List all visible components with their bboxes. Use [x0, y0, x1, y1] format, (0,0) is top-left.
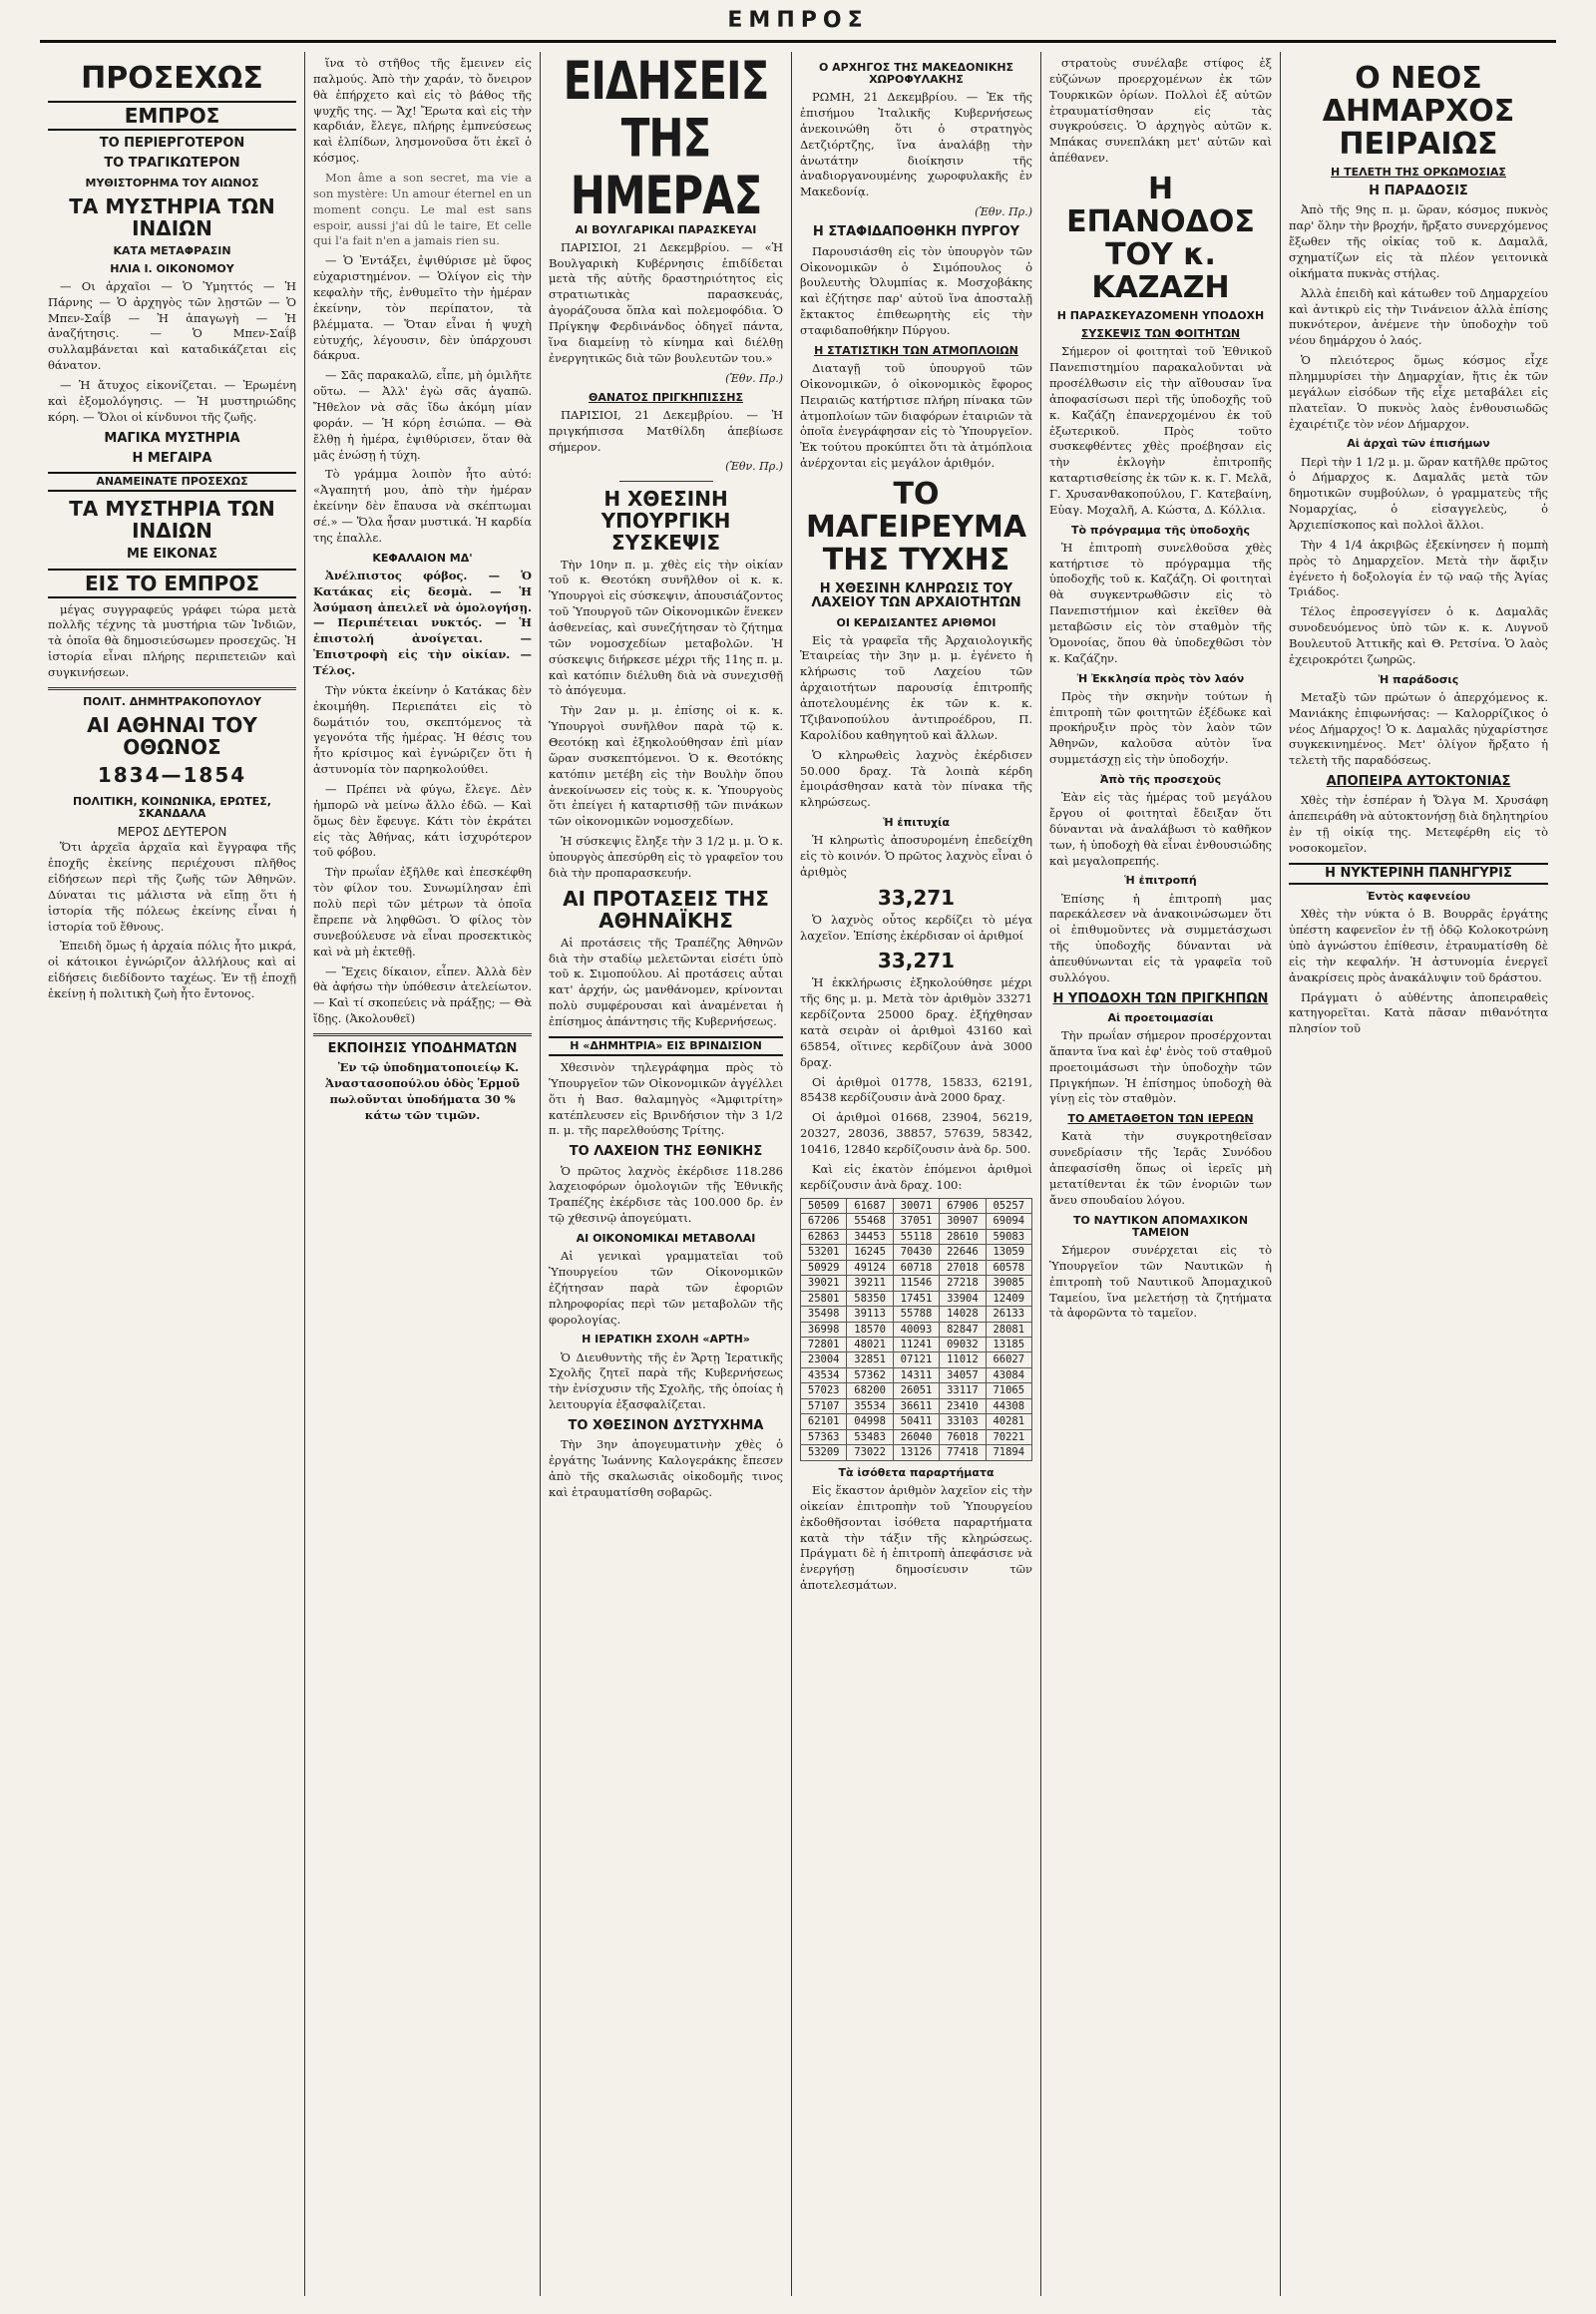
- newspaper-columns: [40, 52, 1556, 2296]
- table-cell: 13059: [986, 1245, 1031, 1260]
- lottery-table: [800, 1198, 1032, 1461]
- winning-number: 33,271: [877, 885, 956, 910]
- article-subheadline: Η ΠΑΡΑΣΚΕΥΑΖΟΜΕΝΗ ΥΠΟΔΟΧΗ: [1056, 309, 1265, 323]
- table-cell: 13185: [986, 1338, 1031, 1352]
- advert-paper-name: ΕΙΣ ΤΟ ΕΜΠΡΟΣ: [48, 569, 296, 598]
- serial-translation: ΚΑΤΑ ΜΕΤΑΦΡΑΣΙΝ: [113, 243, 231, 257]
- table-cell: 36611: [893, 1398, 939, 1413]
- article-headline: Η ΙΕΡΑΤΙΚΗ ΣΧΟΛΗ «ΑΡΤΗ»: [582, 1333, 750, 1347]
- paragraph: Τὴν 2αν μ. μ. ἐπίσης οἱ κ. κ. Ὑπουργοὶ συνῆλθον παρὰ τῷ κ. Θεοτόκῃ καὶ ἐξηκολούθησαν ἐπὶ μίαν ὥραν συσκεπτόμενοι. Ὁ κ. Θεοτόκης κατόπιν μετέβη εἰς τὴν Βουλὴν ὅπου ἀνεκοίνωσεν εἰς τοὺς κ. κ. Ὑπουργοὺς ὅτι ἐπείγει ἡ καταρτισθῇ τῶν πινάκων τῶν οἰκονομικῶν νομοσχεδίων.: [549, 703, 783, 829]
- paragraph: — Πρέπει νὰ φύγω, ἔλεγε. Δὲν ἠμπορῶ νὰ μείνω ἄλλο ἐδῶ. — Καὶ ὅμως δὲν ἔφευγε. Κάτι τὸν ἐκράτει εἰς τὰς Ἀθήνας, κάτι ἰσχυρότερον τοῦ φόβου.: [313, 782, 532, 860]
- paragraph: Αἱ προτάσεις τῆς Τραπέζης Ἀθηνῶν διὰ τὴν σταδίῳ μελετῶνται εἰσέτι ὑπὸ τοῦ κ. Σιμοπούλου. Αἱ προτάσεις αὗται κατ' ἀρχήν, ὡς μανθάνομεν, κρίνονται πολὺ συμφέρουσαι καὶ ἀναμένεται ἡ ἐπίσημος ἀπάντησις τῆς Κυβερνήσεως.: [549, 935, 783, 1029]
- paragraph: ΠΑΡΙΣΙΟΙ, 21 Δεκεμβρίου. — Ἡ πριγκήπισσα Ματθίλδη ἀπεβίωσε σήμερον.: [549, 407, 783, 454]
- table-row: [801, 1338, 1032, 1352]
- table-cell: 43084: [986, 1367, 1031, 1382]
- table-cell: 30907: [940, 1214, 986, 1229]
- chapter-summary: Ἀνέλπιστος φόβος. — Ὁ Κατάκας εἰς δεσμὰ. — Ἡ Ἀσύμαση ἀπειλεῖ νὰ ὁμολογήσῃ. — Περιπέτειαι νυκτός. — Ἡ ἐπιστολή ἀνοίγεται. — Ἐπιστροφὴ εἰς τὴν οἰκίαν. — Τέλος.: [313, 568, 532, 678]
- column-6: [1281, 52, 1556, 2296]
- article-headline: ΑΙ ΠΡΟΤΑΣΕΙΣ ΤΗΣ ΑΘΗΝΑΪΚΗΣ: [563, 886, 769, 933]
- paragraph: Ὅτι ἀρχεῖα ἀρχαῖα καὶ ἔγγραφα τῆς ἐποχῆς ἐκείνης περιέχουσι πλῆθος εἰδήσεων περὶ τῆς ζωῆς τῶν Ἀθηνῶν. Δύναται τις μάλιστα νὰ εἴπῃ ὅτι ἡ ἱστορία τῆς πόλεως ἐκείνης εἶναι ἡ ἱστορία τοῦ ἔθνους.: [48, 840, 296, 934]
- table-cell: 28610: [940, 1229, 986, 1244]
- paragraph: μέγας συγγραφεύς γράφει τώρα μετὰ πολλῆς τέχνης τὰ μυστήρια τῶν Ἰνδιῶν, τὰ ὁποῖα θὰ δημοσιεύσωμεν προσεχῶς. Ἡ ἱστορία εἶναι πλήρης περιπετειῶν καὶ συγκινήσεων.: [48, 601, 296, 680]
- paragraph: Οἱ ἀριθμοὶ 01668, 23904, 56219, 20327, 28036, 38857, 57639, 58342, 10416, 12840 κερδίζουσιν ἀνὰ δρ. 500.: [800, 1110, 1032, 1157]
- subsection-heading: Αἱ προετοιμασίαι: [1107, 1010, 1214, 1024]
- table-cell: 14028: [940, 1307, 986, 1322]
- table-cell: 55468: [847, 1214, 893, 1229]
- table-cell: 33117: [940, 1383, 986, 1398]
- paragraph: Ἡ ἐκκλήρωσις ἐξηκολούθησε μέχρι τῆς 6ης μ. μ. Μετὰ τὸν ἀριθμὸν 33271 κερδίζοντα 25000 δραχ. ἐξήχθησαν κατὰ σειρὰν οἱ ἀριθμοὶ 43160 καὶ 65854, οἵτινες κερδίζουν ἀνὰ 3000 δραχ.: [800, 975, 1032, 1069]
- table-cell: 07121: [893, 1352, 939, 1367]
- table-row: [801, 1383, 1032, 1398]
- column-3: [541, 52, 792, 2296]
- paragraph: ΠΑΡΙΣΙΟΙ, 21 Δεκεμβρίου. — «Ἡ Βουλγαρικὴ Κυβέρνησις ἐπιδίδεται μετὰ τῆς αὐτῆς δραστηριότητος εἰς στρατιωτικὰς παρασκευάς, ἀγοράζουσα ὅπλα καὶ πολεμοφόδια. Ὁ Πρίγκηψ Φερδινάνδος ὁδηγεῖ πάντα, ἵνα διαμείνῃ τὸ κίνημα καὶ διέλθῃ ἐνεργητικῶς διὰ τῶν βουλευτῶν του.»: [549, 239, 783, 365]
- table-row: [801, 1307, 1032, 1322]
- table-cell: 34453: [847, 1229, 893, 1244]
- divider: [48, 687, 296, 690]
- subsection-heading: Τὸ πρόγραμμα τῆς ὑποδοχῆς: [1071, 523, 1250, 537]
- table-cell: 50509: [801, 1198, 847, 1213]
- serial-translator: ΗΛΙΑ Ι. ΟΙΚΟΝΟΜΟΥ: [110, 261, 234, 275]
- table-cell: 48021: [847, 1338, 893, 1352]
- paragraph: Αἱ γενικαὶ γραμματεῖαι τοῦ Ὑπουργείου τῶν Οἰκονομικῶν ἐζήτησαν παρὰ τῶν ἐφοριῶν πληροφορίας περὶ τῶν μεταβολῶν τῆς φορολογίας.: [549, 1249, 783, 1327]
- paragraph: Τέλος ἐπροσεγγίσεν ὁ κ. Δαμαλᾶς συνοδευόμενος ὑπὸ τῶν κ. κ. Λυγνοῦ Βουλευτοῦ Ἀττικῆς καὶ Θ. Ρετσίνα. Ὁ λαὸς ἐχειροκρότει ζωηρῶς.: [1289, 604, 1548, 666]
- table-cell: 71894: [986, 1445, 1031, 1460]
- serial-title: ΤΑ ΜΥΣΤΗΡΙΑ ΤΩΝ ΙΝΔΙΩΝ: [69, 193, 275, 240]
- table-row: [801, 1398, 1032, 1413]
- table-cell: 67906: [940, 1198, 986, 1213]
- advert-subheading: ΜΥΘΙΣΤΟΡΗΜΑ ΤΟΥ ΑΙΩΝΟΣ: [85, 176, 259, 190]
- source-credit: (Ἐθν. Πρ.): [725, 460, 783, 474]
- table-cell: 33103: [940, 1414, 986, 1429]
- paragraph: Τὴν 4 1/4 ἀκριβῶς ἐξεκίνησεν ἡ πομπὴ πρὸς τὸ Δημαρχεῖον. Μετὰ τὴν ἄφιξιν ἐγένετο ἡ δοξολογία ἐν τῷ ναῷ τῆς Ἁγίας Τριάδος.: [1289, 537, 1548, 599]
- table-cell: 11546: [893, 1276, 939, 1291]
- table-cell: 28081: [986, 1322, 1031, 1337]
- table-cell: 62101: [801, 1414, 847, 1429]
- table-cell: 82847: [940, 1322, 986, 1337]
- table-row: [801, 1276, 1032, 1291]
- advert-heading: ΠΡΟΣΕΧΩΣ: [81, 61, 263, 96]
- subsection-heading: Ἡ ἐπιτροπή: [1124, 874, 1197, 888]
- article-headline: Η ΝΥΚΤΕΡΙΝΗ ΠΑΝΗΓΥΡΙΣ: [1289, 863, 1548, 885]
- paragraph: Ὁ κληρωθεὶς λαχνὸς ἐκέρδισεν 50.000 δραχ. Τὰ λοιπὰ κέρδη ἐμοιράσθησαν κατὰ τὸν πίνακα τῆς κληρώσεως.: [800, 747, 1032, 810]
- masthead: ΕΜΠΡΟΣ: [727, 8, 869, 33]
- advert-subheading: ΤΟ ΤΡΑΓΙΚΩΤΕΡΟΝ: [104, 156, 240, 172]
- article-headline: Ο ΑΡΧΗΓΟΣ ΤΗΣ ΜΑΚΕΔΟΝΙΚΗΣ ΧΩΡΟΦΥΛΑΚΗΣ: [818, 61, 1014, 87]
- table-cell: 55788: [893, 1307, 939, 1322]
- table-cell: 12409: [986, 1291, 1031, 1306]
- table-cell: 70430: [893, 1245, 939, 1260]
- subsection-heading: Ἡ Ἐκκλησία πρὸς τὸν λαόν: [1076, 671, 1245, 685]
- table-cell: 57363: [801, 1429, 847, 1444]
- paragraph: Μεταξὺ τῶν πρώτων ὁ ἀπερχόμενος κ. Μανιάκης ἐπιφωνήσας: — Καλορρίζικος ὁ νέος Δήμαρχος! Ὁ κ. Δαμαλᾶς ηὐχαρίστησε συγκεκινημένος. Μετ' ὀλίγον ἤρξατο ἡ τελετὴ τῆς παραδόσεως.: [1289, 689, 1548, 768]
- column-1: [40, 52, 305, 2296]
- table-cell: 57107: [801, 1398, 847, 1413]
- serial-subtitle: ΜΕ ΕΙΚΟΝΑΣ: [126, 547, 217, 563]
- column-2: [305, 52, 541, 2296]
- paragraph: Παρουσιάσθη εἰς τὸν ὑπουργὸν τῶν Οἰκονομικῶν ὁ Σιμόπουλος ὁ βουλευτὴς Ὀλυμπίας κ. Μοσχοβάκης καὶ ἐζήτησε παρ' αὐτοῦ ἵνα ἀποσταλῇ ἔκτακτος ἐπιθεωρητὴς εἰς τὴν σταφιδαποθήκην Πύργου.: [800, 243, 1032, 337]
- article-headline: ΑΠΟΠΕΙΡΑ ΑΥΤΟΚΤΟΝΙΑΣ: [1326, 774, 1511, 790]
- table-row: [801, 1352, 1032, 1367]
- column-4: [792, 52, 1041, 2296]
- table-cell: 49124: [847, 1260, 893, 1275]
- advert-paper-name: ΕΜΠΡΟΣ: [48, 101, 296, 131]
- subsection-heading: Ἐντὸς καφενείου: [1366, 890, 1471, 904]
- paragraph: Κατὰ τὴν συγκροτηθεῖσαν συνεδρίασιν τῆς Ἱερᾶς Συνόδου ἀπεφασίσθη ὅπως οἱ ἱερεῖς μὴ μετατίθενται ἐκ τῶν ἐνοριῶν των ἄνευ σπουδαίου λόγου.: [1049, 1129, 1272, 1207]
- article-headline: Η ΣΤΑΤΙΣΤΙΚΗ ΤΩΝ ΑΤΜΟΠΛΟΙΩΝ: [814, 343, 1018, 357]
- table-cell: 40093: [893, 1322, 939, 1337]
- paragraph: Χθὲς τὴν ἑσπέραν ἡ Ὄλγα Μ. Χρυσάφη ἀπεπειράθη νὰ αὐτοκτονήσῃ διὰ δηλητηρίου ἐν τῇ οἰκίᾳ της. Μετεφέρθη εἰς τὸ νοσοκομεῖον.: [1289, 793, 1548, 855]
- table-cell: 39211: [847, 1276, 893, 1291]
- table-cell: 39021: [801, 1276, 847, 1291]
- table-cell: 69094: [986, 1214, 1031, 1229]
- table-cell: 44308: [986, 1398, 1031, 1413]
- article-headline: Η ΧΘΕΣΙΝΗ ΥΠΟΥΡΓΙΚΗ ΣΥΣΚΕΨΙΣ: [600, 486, 731, 555]
- table-cell: 35534: [847, 1398, 893, 1413]
- table-cell: 57362: [847, 1367, 893, 1382]
- paragraph: Διαταγῇ τοῦ ὑπουργοῦ τῶν Οἰκονομικῶν, ὁ οἰκονομικὸς ἔφορος Πειραιῶς κατήρτισε πλήρη πίνακα τῶν ἀτμοπλοίων τῶν διαφόρων ἑταιριῶν τὰ ὁποῖα ἐνεγράφησαν εἰς τὸ Ὑπουργεῖον. Ἐκ τούτου προκύπτει ὅτι τὰ ἀτμόπλοια ἀνέρχονται εἰς μεγάλον ἀριθμόν.: [800, 360, 1032, 471]
- table-cell: 72801: [801, 1338, 847, 1352]
- paragraph: Χθεσινὸν τηλεγράφημα πρὸς τὸ Ὑπουργεῖον τῶν Οἰκονομικῶν ἀγγέλλει ὅτι ἡ Βασ. θαλαμηγὸς «Ἀμφιτρίτη» κατέπλευσεν εἰς Βρινδήσιον τὴν 3 1/2 π. μ. τῆς παρελθούσης Τρίτης.: [549, 1059, 783, 1138]
- table-cell: 73022: [847, 1445, 893, 1460]
- advert-subheading: ΜΑΓΙΚΑ ΜΥΣΤΗΡΙΑ: [104, 430, 240, 446]
- paragraph: Εἰς ἕκαστον ἀριθμὸν λαχεῖον εἰς τὴν οἰκείαν ἐπιτροπὴν τοῦ Ὑπουργείου ἐκδοθῆσονται ἰσόθετα παραρτήματα κατὰ τὴν τάξιν τῆς κληρώσεως. Πράγματι δὲ ἡ ἐπιτροπὴ ἀπεφάσισε νὰ ἐνεργήσῃ δημοσίευσιν τῶν ἀποτελεσμάτων.: [800, 1482, 1032, 1593]
- table-cell: 76018: [940, 1429, 986, 1444]
- advert-notice: ΑΝΑΜΕΙΝΑΤΕ ΠΡΟΣΕΧΩΣ: [48, 472, 296, 492]
- table-cell: 62863: [801, 1229, 847, 1244]
- table-cell: 70221: [986, 1429, 1031, 1444]
- paragraph: Ἐπειδὴ ὅμως ἡ ἀρχαία πόλις ἦτο μικρά, οἱ κάτοικοι ἐγνώριζον ἀλλήλους καὶ αἱ εἰδήσεις διεδίδοντο ταχέως. Ἐν τῇ ἐποχῇ ἐκείνῃ ἡ πολιτικὴ ζωὴ ἦτο ἔντονος.: [48, 939, 296, 1001]
- paragraph: Εἰς τὰ γραφεῖα τῆς Ἀρχαιολογικῆς Ἑταιρείας τὴν 3ην μ. μ. ἐγένετο ἡ κλήρωσις τοῦ Λαχείου τῶν ἀρχαιοτήτων παρουσίᾳ ἐπιτροπῆς ἀποτελουμένης ἐκ τῶν κ. κ. Τζιβανοπούλου ἀντιπροέδρου, Π. Καρολίδου καθηγητοῦ καὶ ἄλλων.: [800, 632, 1032, 742]
- paragraph: Ἐὰν εἰς τὰς ἡμέρας τοῦ μεγάλου ἔργου οἱ φοιτηταὶ ἔδειξαν ὅτι δύνανται νὰ ἀναλάβωσι τὸ καθῆκον των, ἡ ὑποδοχὴ θὰ εἶναι ἐνθουσιώδης καὶ μεγαλοπρεπής.: [1049, 790, 1272, 868]
- paragraph: Πρὸς τὴν σκηνὴν τούτων ἡ ἐπιτροπὴ τῶν φοιτητῶν ἐξέδωκε καὶ προκήρυξιν πρὸς τὸν λαὸν τῶν Ἀθηνῶν, καλοῦσα αὐτὸν ἵνα συμμετάσχῃ εἰς τὴν ὑποδοχήν.: [1049, 688, 1272, 767]
- paragraph: Καὶ εἰς ἑκατὸν ἑπόμενοι ἀριθμοὶ κερδίζουσιν ἀνὰ δραχ. 100:: [800, 1161, 1032, 1192]
- table-row: [801, 1291, 1032, 1306]
- table-cell: 23410: [940, 1398, 986, 1413]
- table-cell: 50929: [801, 1260, 847, 1275]
- paragraph: Ὁ πλειότερος ὅμως κόσμος εἶχε πλημμυρίσει τὴν Δημαρχίαν, ἥτις ἐκ τῶν μεγάλων εἰσόδων τῆς εἶχε μεταβάλει εἰς πλατεῖαν. Ὁ πυκνὸς λαὸς ἐνθουσιωδῶς ἐχαιρέτιζε τὸν νέον Δήμαρχον.: [1289, 353, 1548, 431]
- serial-years: 1834—1854: [97, 762, 247, 787]
- source-credit: (Ἐθν. Πρ.): [725, 371, 783, 385]
- table-row: [801, 1367, 1032, 1382]
- table-cell: 05257: [986, 1198, 1031, 1213]
- serial-title: ΑΙ ΑΘΗΝΑΙ ΤΟΥ ΟΘΩΝΟΣ: [87, 712, 257, 759]
- table-row: [801, 1322, 1032, 1337]
- table-cell: 55118: [893, 1229, 939, 1244]
- chapter-heading: ΚΕΦΑΛΑΙΟΝ ΜΔ': [372, 551, 473, 565]
- table-cell: 22646: [940, 1245, 986, 1260]
- table-row: [801, 1229, 1032, 1244]
- table-cell: 17451: [893, 1291, 939, 1306]
- paragraph: ἵνα τὸ στῆθος τῆς ἔμεινεν εἰς παλμούς. Ἀπὸ τὴν χαράν, τὸ ὄνειρον θὰ ἐπήρχετο καὶ εἰς τὸ βάθος τῆς ψυχῆς της. — Ἄχ! Ἔρωτα καὶ εἰς τὴν καρδιάν, ἔλεγε, πλήρης ἐμπνεύσεως καὶ ἐλπίδων, λησμονοῦσα ὅτι ἐκεῖ ὁ κόσμος.: [313, 56, 532, 166]
- article-headline: ΤΟ ΑΜΕΤΑΘΕΤΟΝ ΤΩΝ ΙΕΡΕΩΝ: [1067, 1112, 1254, 1126]
- table-cell: 27218: [940, 1276, 986, 1291]
- article-headline: ΤΟ ΛΑΧΕΙΟΝ ΤΗΣ ΕΘΝΙΚΗΣ: [569, 1144, 763, 1160]
- article-headline: ΘΑΝΑΤΟΣ ΠΡΙΓΚΗΠΙΣΣΗΣ: [589, 390, 743, 404]
- table-cell: 53209: [801, 1445, 847, 1460]
- article-headline: Η ΥΠΟΔΟΧΗ ΤΩΝ ΠΡΙΓΚΗΠΩΝ: [1052, 990, 1269, 1006]
- table-cell: 14311: [893, 1367, 939, 1382]
- masthead-rule: [40, 40, 1556, 43]
- table-cell: 13126: [893, 1445, 939, 1460]
- table-cell: 26133: [986, 1307, 1031, 1322]
- paragraph: Σήμερον συνέρχεται εἰς τὸ Ὑπουργεῖον τῶν Ναυτικῶν ἡ ἐπιτροπὴ τοῦ Ναυτικοῦ Ἀπομαχικοῦ Ταμείου, ἵνα μελετήσῃ τὰ ζητήματα τὰ ἀφορῶντα τὸ ταμεῖον.: [1049, 1242, 1272, 1321]
- subsection-heading: Τὰ ἰσόθετα παραρτήματα: [838, 1465, 995, 1479]
- paragraph: Τὴν πρωΐαν σήμερον προσέρχονται ἅπαντα ἵνα καὶ ἐφ' ἑνὸς τοῦ σταθμοῦ προετοιμάσωσι τὴν ὑποδοχὴν τῶν Πριγκήπων. Ἡ ἐπίσημος ὑποδοχὴ θὰ γίνῃ εἰς τὸν σταθμὸν.: [1049, 1028, 1272, 1106]
- article-subheadline: Η ΧΘΕΣΙΝΗ ΚΛΗΡΩΣΙΣ ΤΟΥ ΛΑΧΕΙΟΥ ΤΩΝ ΑΡΧΑΙΟΤΗΤΩΝ: [811, 580, 1021, 611]
- paragraph: Ὁ λαχνὸς οὗτος κερδίζει τὸ μέγα λαχεῖον. Ἐπίσης ἐκέρδισαν οἱ ἀριθμοί: [800, 912, 1032, 943]
- paragraph: Χθὲς τὴν νύκτα ὁ Β. Βουρρᾶς ἐργάτης ὑπέστη καφενεῖον ἐν τῇ ὁδῷ Κολοκοτρώνη ὑπὸ ἀγνώστου ἐπίθεσιν, ἐτραυματίσθη δὲ εἰς τὴν κεφαλήν. Ἡ ἀστυνομία ἐνεργεῖ ἀνακρίσεις πρὸς ἀνακάλυψιν τοῦ δράστου.: [1289, 907, 1548, 984]
- paragraph: Ὁ πρῶτος λαχνὸς ἐκέρδισε 118.286 λαχειοφόρων ὁμολογιῶν τῆς Ἐθνικῆς Τραπέζης ἐκέρδισε τὰς 100.000 δρ. ἐν τῷ χθεσινῷ ἀπογεύματι.: [549, 1163, 783, 1226]
- paragraph: — Σᾶς παρακαλῶ, εἶπε, μὴ ὁμιλῆτε οὕτω. — Ἀλλ' ἐγὼ σᾶς ἀγαπῶ. Ἤθελον νὰ σᾶς ἴδω ἀκόμη μίαν φοράν. — Ἡ κόρη ἐσιώπα. — Θὰ ἔλθῃ ἡ ἡμέρα, ἐψιθύρισεν, ὅταν θὰ μᾶς ἐνώσῃ ἡ τύχη.: [313, 368, 532, 462]
- table-cell: 53201: [801, 1245, 847, 1260]
- article-headline: ΤΟ ΝΑΥΤΙΚΟΝ ΑΠΟΜΑΧΙΚΟΝ ΤΑΜΕΙΟΝ: [1072, 1213, 1249, 1239]
- table-cell: 11241: [893, 1338, 939, 1352]
- subsection-heading: Αἱ ἀρχαὶ τῶν ἐπισήμων: [1347, 437, 1490, 451]
- table-cell: 77418: [940, 1445, 986, 1460]
- paragraph: — Ὁ Ἐντάξει, ἐψιθύρισε μὲ ὕφος εὐχαριστημένον. — Ὁλίγον εἰς τὴν κεφαλὴν τῆς, ἐνθυμεῖτο τὴν ἡμέραν ἐκείνην, τὸν περίπατον, τὰ βλέμματα. — Ὅταν εἶναι ἡ ψυχὴ εὐτυχής, λέγουσιν, δὲν ὑπάρχουσι δάκρυα.: [313, 253, 532, 363]
- article-subheadline: Η ΠΑΡΑΔΟΣΙΣ: [1369, 184, 1468, 199]
- paragraph: Ἡ σύσκεψις ἔληξε τὴν 3 1/2 μ. μ. Ὁ κ. ὑπουργὸς ἀπεσύρθη εἰς τὸ γραφεῖον του διὰ τὴν προπαρασκευήν.: [549, 834, 783, 880]
- article-headline: ΑΙ ΟΙΚΟΝΟΜΙΚΑΙ ΜΕΤΑΒΟΛΑΙ: [576, 1232, 756, 1246]
- table-cell: 32851: [847, 1352, 893, 1367]
- paragraph: Τὴν 3ην ἀπογευματινὴν χθὲς ὁ ἐργάτης Ἰωάννης Καλογεράκης ἔπεσεν ἀπὸ τῆς σκαλωσιᾶς οἰκοδομῆς τινος καὶ ἐτραυματίσθη σοβαρῶς.: [549, 1437, 783, 1499]
- article-headline: Η «ΔΗΜΗΤΡΙΑ» ΕΙΣ ΒΡΙΝΔΙΣΙΟΝ: [549, 1036, 783, 1056]
- table-cell: 68200: [847, 1383, 893, 1398]
- article-subheadline: Η ΤΕΛΕΤΗ ΤΗΣ ΟΡΚΩΜΟΣΙΑΣ: [1331, 166, 1506, 179]
- serial-part: ΜΕΡΟΣ ΔΕΥΤΕΡΟΝ: [117, 824, 227, 839]
- table-cell: 60578: [986, 1260, 1031, 1275]
- paragraph: Σήμερον οἱ φοιτηταὶ τοῦ Ἐθνικοῦ Πανεπιστημίου παρακαλοῦνται νὰ προσέλθωσιν εἰς τὴν αἴθουσαν ἵνα ἀποφασίσωσι περὶ τῆς ὑποδοχῆς τοῦ κ. Καζάζη ἐπανερχομένου ἐκ τοῦ ἐξωτερικοῦ. Πρὸς τοῦτο συσκεφθέντες χθὲς προέβησαν εἰς τὴν ἐκλογὴν ἐπιτροπῆς καταρτισθείσης ἐκ τῶν κ. κ. Γ. Μελᾶ, Γ. Χρυσανθακοπούλου, Γ. Κατεβαίνη, Εὐαγ. Μοχαλῆ, Α. Κώστα, Δ. Κόλλια.: [1049, 344, 1272, 517]
- table-cell: 16245: [847, 1245, 893, 1260]
- table-cell: 26040: [893, 1429, 939, 1444]
- table-row: [801, 1429, 1032, 1444]
- paragraph: — Ἔχεις δίκαιον, εἶπεν. Ἀλλὰ δὲν θὰ ἀφήσω τὴν ὑπόθεσιν ἀτελείωτον. — Καὶ τί σκοπεύεις νὰ πράξῃς; — Θὰ ἴδῃς. (Ἀκολουθεῖ): [313, 964, 532, 1026]
- table-cell: 26051: [893, 1383, 939, 1398]
- table-row: [801, 1414, 1032, 1429]
- paragraph: Ἡ ἐπιτροπὴ συνελθοῦσα χθὲς κατήρτισε τὸ πρόγραμμα τῆς ὑποδοχῆς τοῦ κ. Καζάζη. Οἱ φοιτηταὶ θὰ συγκεντρωθῶσιν εἰς τὸ Πανεπιστήμιον καὶ ἐκεῖθεν θὰ μεταβῶσιν εἰς τὸν σταθμὸν τῆς Ὁμονοίας, ὅπου θὰ ὑποδεχθῶσι τὸν κ. Καζάζην.: [1049, 540, 1272, 665]
- paragraph: Τὴν νύκτα ἐκείνην ὁ Κατάκας δὲν ἐκοιμήθη. Περιεπάτει εἰς τὸ δωμάτιόν του, σκεπτόμενος τὰ γεγονότα τῆς ἡμέρας. Ἡ θέσις του ἦτο κρίσιμος καὶ ἐγνώριζεν ὅτι ἡ ἀστυνομία τὸν παρηκολούθει.: [313, 682, 532, 777]
- subsection-heading: Ἡ ἐπιτυχία: [883, 816, 950, 830]
- article-headline: Η ΣΤΑΦΙΔΑΠΟΘΗΚΗ ΠΥΡΓΟΥ: [812, 224, 1020, 240]
- table-cell: 18570: [847, 1322, 893, 1337]
- paragraph: Τὸ γράμμα λοιπὸν ἦτο αὐτό: «Ἀγαπητή μου, ἀπὸ τὴν ἡμέραν ἐκείνην δὲν ἔπαυσα νὰ σκέπτωμαι σέ.» — Ὅλα ἦσαν μυστικά. Ἡ καρδία της ἐπαλλε.: [313, 467, 532, 545]
- paragraph: στρατοὺς συνέλαβε στίφος ἐξ εὐζώνων προερχομένων ἐκ τῶν Τουρκικῶν ὁρίων. Πολλοὶ ἐξ αὐτῶν ἐτραυματίσθησαν εἰς τὰς συγκρούσεις. Ὁ ἀρχηγὸς αὐτῶν κ. Μπάκας συνεπλάκη μετ' αὐτῶν καὶ ἀπέθανεν.: [1049, 56, 1272, 166]
- advert-subheading: ΤΟ ΠΕΡΙΕΡΓΟΤΕΡΟΝ: [99, 136, 245, 151]
- table-cell: 53483: [847, 1429, 893, 1444]
- paragraph: Τὴν πρωΐαν ἐξῆλθε καὶ ἐπεσκέφθη τὸν φίλον του. Συνωμίλησαν ἐπὶ πολὺ περὶ τῶν μέτρων τὰ ὁποῖα ἔπρεπε νὰ ληφθῶσι. Ὁ φίλος τὸν συνεβούλευσε νὰ εἶναι προσεκτικὸς καὶ νὰ μὴ ἐκτεθῇ.: [313, 865, 532, 959]
- table-row: [801, 1260, 1032, 1275]
- article-headline: Ο ΝΕΟΣ ΔΗΜΑΡΧΟΣ ΠΕΙΡΑΙΩΣ: [1322, 61, 1515, 162]
- table-cell: 37051: [893, 1214, 939, 1229]
- table-cell: 30071: [893, 1198, 939, 1213]
- source-credit: (Ἐθν. Πρ.): [975, 205, 1032, 219]
- paragraph: Ἐπίσης ἡ ἐπιτροπὴ μας παρεκάλεσεν νὰ ἀνακοινώσωμεν ὅτι οἱ ἐπιθυμοῦντες νὰ συμμετάσχωσι τῆς ὑποδοχῆς δύνανται νὰ ἀπευθύνωνται εἰς τὰ γραφεῖα τοῦ συλλόγου.: [1049, 891, 1272, 984]
- article-subheadline: ΟΙ ΚΕΡΔΙΣΑΝΤΕΣ ΑΡΙΘΜΟΙ: [836, 615, 997, 629]
- divider: [313, 1033, 532, 1036]
- article-headline: ΤΟ ΧΘΕΣΙΝΟΝ ΔΥΣΤΥΧΗΜΑ: [568, 1417, 764, 1433]
- table-cell: 09032: [940, 1338, 986, 1352]
- table-row: [801, 1445, 1032, 1460]
- table-cell: 25801: [801, 1291, 847, 1306]
- table-cell: 71065: [986, 1383, 1031, 1398]
- paragraph: Ἡ κληρωτὶς ἀποσυρομένη ἐπεδείχθη εἰς τὸ κοινόν. Ὁ πρῶτος λαχνὸς εἶναι ὁ ἀριθμὸς: [800, 833, 1032, 879]
- paragraph: Περὶ τὴν 1 1/2 μ. μ. ὥραν κατῆλθε πρῶτος ὁ Δήμαρχος κ. Δαμαλᾶς μετὰ τῶν δημοτικῶν συμβούλων, ὁ γραμματεὺς τῆς Νομαρχίας, ὁ εἰσαγγελεὺς, ὁ Ἀρχιεπίσκοπος καὶ πολλοὶ ἄλλοι.: [1289, 454, 1548, 532]
- table-cell: 61687: [847, 1198, 893, 1213]
- winning-number: 33,271: [877, 949, 956, 973]
- table-cell: 50411: [893, 1414, 939, 1429]
- paragraph: Τὴν 10ην π. μ. χθὲς εἰς τὴν οἰκίαν τοῦ κ. Θεοτόκη συνῆλθον οἱ κ. κ. Ὑπουργοὶ εἰς σύσκεψιν, ἀπουσιάζοντος τοῦ Ὑπουργοῦ τῶν Οἰκονομικῶν ἕνεκεν ἀσθενείας, καὶ συνεζήτησαν τὸ ζήτημα τῶν νομοσχεδίων μεταβολῶν. Ἡ σύσκεψις διήρκεσε μέχρι τῆς 11ης π. μ. καὶ κατόπιν διέλυθη διὰ νὰ συνεχισθῇ τὸ ἀπόγευμα.: [549, 557, 783, 698]
- table-cell: 23004: [801, 1352, 847, 1367]
- paragraph: Ἀπὸ τῆς 9ης π. μ. ὥραν, κόσμος πυκνὸς παρ' ὅλην τὴν βροχήν, ἤρξατο συνερχόμενος ἔξωθεν τῆς οἰκίας τοῦ κ. Δαμαλᾶ, σχηματίζων εἰς τὰ πλέον γειτονικὰ οἰκήματα πυκνὰς στήλας.: [1289, 202, 1548, 280]
- french-verse: Mon âme a son secret, ma vie a son mystère: Un amour éternel en un moment conçu. Le mal est sans espoir, aussi j'ai dû le taire, Et celle qui l'a fait n'en a jamais rien su.: [313, 171, 532, 248]
- article-headline: Η ΕΠΑΝΟΔΟΣ ΤΟΥ κ. ΚΑΖΑΖΗ: [1066, 172, 1255, 306]
- subsection-heading: Ἡ παράδοσις: [1378, 672, 1459, 686]
- table-cell: 58350: [847, 1291, 893, 1306]
- paragraph: Ὁ Διευθυντὴς τῆς ἐν Ἄρτῃ Ἱερατικῆς Σχολῆς ζητεῖ παρὰ τῆς Κυβερνήσεως τὴν ἐνίσχυσιν τῆς Σχολῆς, τῆς ὁποίας ἡ λειτουργία ἐξασφαλίζεται.: [549, 1350, 783, 1412]
- table-cell: 04998: [847, 1414, 893, 1429]
- paragraph: Πράγματι ὁ αὐθέντης ἀποπειραθεὶς κατηγορεῖται. Κατὰ πᾶσαν πιθανότητα πλησίον τοῦ: [1289, 989, 1548, 1036]
- table-cell: 66027: [986, 1352, 1031, 1367]
- table-cell: 39085: [986, 1276, 1031, 1291]
- section-title: ΕΙΔΗΣΕΙΣ ΤΗΣ ΗΜΕΡΑΣ: [563, 52, 769, 226]
- paragraph: ΡΩΜΗ, 21 Δεκεμβρίου. — Ἐκ τῆς ἐπισήμου Ἰταλικῆς Κυβερνήσεως ἀνεκοινώθη ὅτι ὁ στρατηγὸς Δετζιόρτζης, ἵνα ἀναλάβῃ τὴν ἀνωτάτην διοίκησιν τῆς ἀναδιοργανουμένης χωροφυλακῆς ἐν Μακεδονίᾳ.: [800, 90, 1032, 199]
- table-cell: 39113: [847, 1307, 893, 1322]
- serial-subtitle: ΠΟΛΙΤΙΚΗ, ΚΟΙΝΩΝΙΚΑ, ΕΡΩΤΕΣ, ΣΚΑΝΔΑΛΑ: [72, 794, 271, 820]
- article-headline: ΑΙ ΒΟΥΛΓΑΡΙΚΑΙ ΠΑΡΑΣΚΕΥΑΙ: [575, 222, 757, 236]
- paragraph: Οἱ ἀριθμοὶ 01778, 15833, 62191, 85438 κερδίζουσιν ἀνὰ 2000 δραχ.: [800, 1074, 1032, 1105]
- advert-subheading: Η ΜΕΓΑΙΡΑ: [132, 450, 212, 466]
- paragraph: — Οι ἀρχαῖοι — Ὁ Ὑμηττός — Ἡ Πάρνης — Ὁ ἀρχηγὸς τῶν λῃστῶν — Ὁ Μπεν-Σαΐβ — Ἡ ἀπαγωγὴ — Ἡ ἀναζήτησις. — Ὁ Μπεν-Σαΐβ συλλαμβάνεται καὶ καταδικάζεται εἰς θάνατον.: [48, 278, 296, 373]
- table-row: [801, 1198, 1032, 1213]
- table-cell: 40281: [986, 1414, 1031, 1429]
- paragraph: Ἀλλὰ ἐπειδὴ καὶ κάτωθεν τοῦ Δημαρχείου καὶ ἀντικρὺ εἰς τὴν Τινάνειον ἀλλὰ ἐπίσης πυκνότερον, ἀνέμενε τὴν ὑποδοχὴν τοῦ νέου δημάρχου ὁ λαός.: [1289, 285, 1548, 348]
- table-cell: 27018: [940, 1260, 986, 1275]
- column-5: [1041, 52, 1281, 2296]
- table-cell: 35498: [801, 1307, 847, 1322]
- divider: [619, 481, 713, 482]
- table-cell: 57023: [801, 1383, 847, 1398]
- table-cell: 36998: [801, 1322, 847, 1337]
- table-row: [801, 1245, 1032, 1260]
- serial-title: ΤΑ ΜΥΣΤΗΡΙΑ ΤΩΝ ΙΝΔΙΩΝ: [69, 497, 275, 544]
- article-subheadline: ΣΥΣΚΕΨΙΣ ΤΩΝ ΦΟΙΤΗΤΩΝ: [1080, 327, 1241, 341]
- advert-heading: ΕΚΠΟΙΗΣΙΣ ΥΠΟΔΗΜΑΤΩΝ: [327, 1040, 518, 1056]
- article-headline: ΤΟ ΜΑΓΕΙΡΕΥΜΑ ΤΗΣ ΤΥΧΗΣ: [805, 476, 1027, 578]
- table-cell: 67206: [801, 1214, 847, 1229]
- table-cell: 34057: [940, 1367, 986, 1382]
- table-cell: 11012: [940, 1352, 986, 1367]
- table-cell: 33904: [940, 1291, 986, 1306]
- paragraph: — Ἡ ἄτυχος εἰκονίζεται. — Ἐρωμένη καὶ ἐξομολόγησις. — Ἡ μυστηριώδης κόρη. — Ὅλοι οἱ κίνδυνοι τῆς ζωῆς.: [48, 378, 296, 424]
- serial-author: ΠΟΛΙΤ. ΔΗΜΗΤΡΑΚΟΠΟΥΛΟΥ: [83, 694, 261, 708]
- table-cell: 60718: [893, 1260, 939, 1275]
- subsection-heading: Ἀπὸ τῆς προσεχοῦς: [1099, 773, 1222, 787]
- table-cell: 59083: [986, 1229, 1031, 1244]
- advert-text: Ἐν τῷ ὑποδηματοποιείῳ Κ. Ἀναστασοπούλου ὁδὸς Ἑρμοῦ πωλοῦνται ὑποδήματα 30 % κάτω τῶν τιμῶν.: [325, 1060, 520, 1122]
- table-cell: 43534: [801, 1367, 847, 1382]
- table-row: [801, 1214, 1032, 1229]
